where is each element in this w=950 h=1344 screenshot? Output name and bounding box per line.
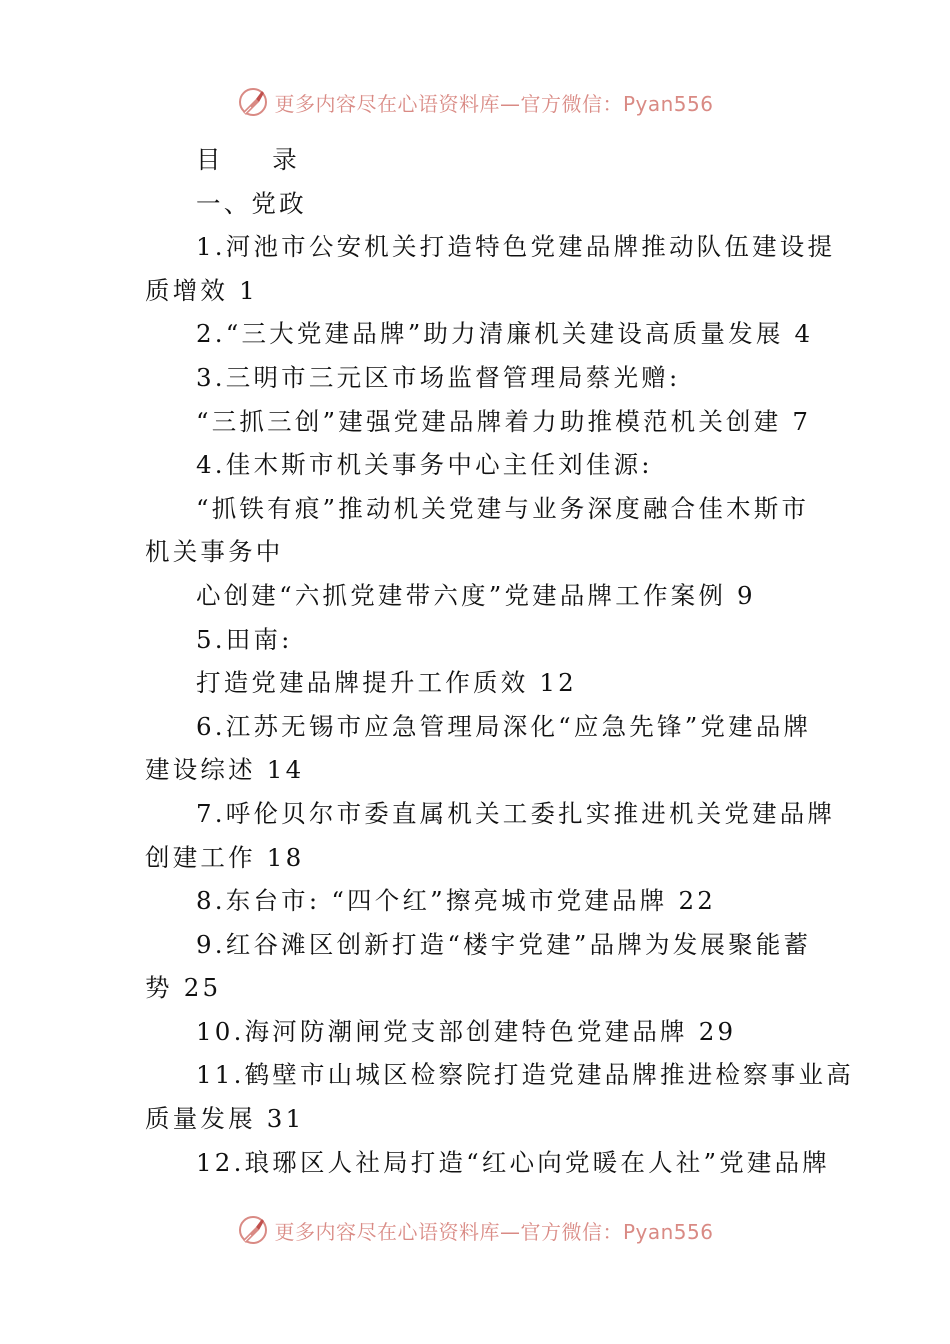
watermark-text: 更多内容尽在心语资料库—官方微信：Pyan556 <box>274 1219 714 1244</box>
toc-entry-line: 质增效 1 <box>145 275 258 305</box>
toc-entry-line: 6.江苏无锡市应急管理局深化“应急先锋”党建品牌 <box>196 711 812 741</box>
toc-entry-line: 势 25 <box>145 973 222 1003</box>
toc-section-title: 一、党政 <box>196 188 307 218</box>
toc-entry-line: 5.田南: <box>196 624 293 654</box>
watermark-footer <box>0 1210 950 1250</box>
toc-entry-line: “三抓三创”建强党建品牌着力助推模范机关创建 7 <box>196 406 812 436</box>
toc-list <box>145 225 854 1184</box>
toc-entry-line: 10.海河防潮闸党支部创建特色党建品牌 29 <box>196 1016 737 1046</box>
toc-entry-line: 2.“三大党建品牌”助力清廉机关建设高质量发展 4 <box>196 319 814 349</box>
toc-entry-line: 4.佳木斯市机关事务中心主任刘佳源: <box>196 450 653 480</box>
pen-nib-logo-icon <box>236 85 270 119</box>
toc-entry-line: 建设综述 14 <box>145 755 305 785</box>
toc-heading: 目 录 <box>196 145 319 174</box>
pen-nib-logo-icon <box>236 1213 270 1247</box>
toc-entry-line: 机关事务中 <box>145 537 284 567</box>
toc-entry-line: 心创建“六抓党建带六度”党建品牌工作案例 9 <box>196 580 756 610</box>
toc-entry-line: 8.东台市: “四个红”擦亮城市党建品牌 22 <box>196 886 717 916</box>
watermark-text: 更多内容尽在心语资料库—官方微信：Pyan556 <box>274 91 714 116</box>
toc-entry-line: 1.河池市公安机关打造特色党建品牌推动队伍建设提 <box>196 232 836 262</box>
toc-entry-line: 打造党建品牌提升工作质效 12 <box>196 668 577 698</box>
toc-entry-line: 12.琅琊区人社局打造“红心向党暖在人社”党建品牌 <box>196 1147 831 1177</box>
toc-entry-line: 11.鹤壁市山城区检察院打造党建品牌推进检察事业高 <box>196 1060 854 1090</box>
toc-entry-line: 创建工作 18 <box>145 842 305 872</box>
watermark-header <box>0 82 950 122</box>
document-body <box>145 138 854 1184</box>
toc-entry-line: “抓铁有痕”推动机关党建与业务深度融合佳木斯市 <box>196 493 810 523</box>
toc-entry-line: 7.呼伦贝尔市委直属机关工委扎实推进机关党建品牌 <box>196 798 836 828</box>
toc-entry-line: 质量发展 31 <box>145 1104 305 1134</box>
toc-entry-line: 9.红谷滩区创新打造“楼宇党建”品牌为发展聚能蓄 <box>196 929 812 959</box>
toc-entry-line: 3.三明市三元区市场监督管理局蔡光赠: <box>196 362 681 392</box>
